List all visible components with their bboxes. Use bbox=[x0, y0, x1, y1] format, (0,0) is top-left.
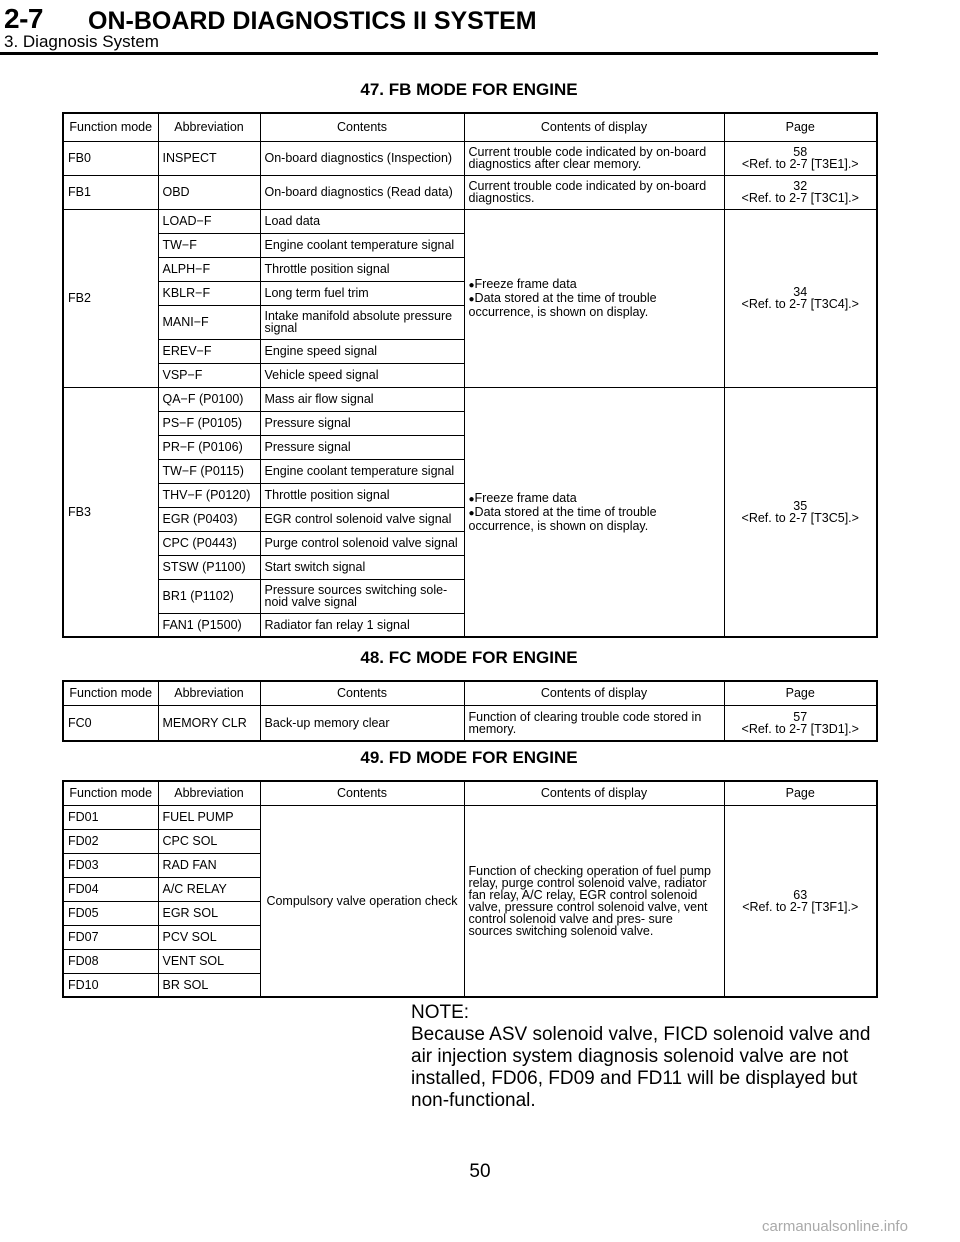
page-subtitle: 3. Diagnosis System bbox=[4, 32, 159, 51]
col-contents-of-display: Contents of display bbox=[464, 113, 724, 141]
contents-cell: On-board diagnostics (Inspection) bbox=[260, 141, 464, 175]
page-cell bbox=[724, 805, 877, 997]
col-function-mode: Function mode bbox=[63, 113, 158, 141]
table-row bbox=[63, 805, 877, 829]
abbr-cell: VSP−F bbox=[158, 363, 260, 387]
page-ref: <Ref. to 2-7 [T3F1].> bbox=[742, 899, 859, 914]
table-row bbox=[63, 705, 877, 741]
page-cell bbox=[724, 209, 877, 387]
page-ref: <Ref. to 2-7 [T3C1].> bbox=[741, 191, 859, 205]
abbr-cell: CPC SOL bbox=[158, 829, 260, 853]
abbr-cell: MANI−F bbox=[158, 305, 260, 339]
col-page: Page bbox=[724, 781, 877, 805]
table-header-row bbox=[63, 113, 877, 141]
abbr-cell: KBLR−F bbox=[158, 281, 260, 305]
page-number-ref: 35 bbox=[793, 498, 808, 513]
contents-cell: Throttle position signal bbox=[260, 483, 464, 507]
watermark: carmanualsonline.info bbox=[762, 1218, 908, 1235]
col-contents: Contents bbox=[260, 781, 464, 805]
mode-cell: FC0 bbox=[63, 705, 158, 741]
contents-cell: Load data bbox=[260, 209, 464, 233]
fc-section-title: 48. FC MODE FOR ENGINE bbox=[360, 648, 578, 667]
abbr-cell: BR SOL bbox=[158, 973, 260, 997]
fb-section-title: 47. FB MODE FOR ENGINE bbox=[360, 80, 578, 99]
display-cell bbox=[464, 387, 724, 637]
page-cell bbox=[724, 705, 877, 741]
display-line: Freeze frame data bbox=[474, 277, 577, 291]
mode-cell: FB3 bbox=[63, 387, 158, 637]
mode-cell: FD10 bbox=[63, 973, 158, 997]
mode-cell: FD03 bbox=[63, 853, 158, 877]
bullet-icon: ● bbox=[468, 507, 475, 519]
abbr-cell: PS−F (P0105) bbox=[158, 411, 260, 435]
abbr-cell: FUEL PUMP bbox=[158, 805, 260, 829]
col-contents: Contents bbox=[260, 681, 464, 705]
col-contents: Contents bbox=[260, 113, 464, 141]
page-ref: <Ref. to 2-7 [T3C4].> bbox=[741, 297, 859, 311]
abbr-cell: PR−F (P0106) bbox=[158, 435, 260, 459]
page-number-ref: 57 bbox=[793, 709, 808, 724]
contents-cell: Engine coolant temperature signal bbox=[260, 459, 464, 483]
col-contents-of-display: Contents of display bbox=[464, 681, 724, 705]
page-cell bbox=[724, 387, 877, 637]
contents-cell: On-board diagnostics (Read data) bbox=[260, 175, 464, 209]
abbr-cell: QA−F (P0100) bbox=[158, 387, 260, 411]
bullet-icon: ● bbox=[468, 294, 475, 305]
abbr-cell: LOAD−F bbox=[158, 209, 260, 233]
fd-mode-table bbox=[62, 780, 878, 998]
table-header-row bbox=[63, 781, 877, 805]
contents-cell: Pressure signal bbox=[260, 435, 464, 459]
page-title: ON-BOARD DIAGNOSTICS II SYSTEM bbox=[88, 7, 537, 35]
abbr-cell: TW−F (P0115) bbox=[158, 459, 260, 483]
abbr-cell: PCV SOL bbox=[158, 925, 260, 949]
mode-cell: FD08 bbox=[63, 949, 158, 973]
display-cell bbox=[464, 209, 724, 387]
mode-cell: FD04 bbox=[63, 877, 158, 901]
col-abbreviation: Abbreviation bbox=[158, 113, 260, 141]
header-rule bbox=[0, 52, 878, 55]
col-contents-of-display: Contents of display bbox=[464, 781, 724, 805]
contents-cell: Throttle position signal bbox=[260, 257, 464, 281]
col-function-mode: Function mode bbox=[63, 681, 158, 705]
contents-cell: Mass air flow signal bbox=[260, 387, 464, 411]
display-cell: Current trouble code indicated by on-board diagnostics. bbox=[464, 175, 724, 209]
col-abbreviation: Abbreviation bbox=[158, 681, 260, 705]
abbr-cell: THV−F (P0120) bbox=[158, 483, 260, 507]
abbr-cell: EREV−F bbox=[158, 339, 260, 363]
abbr-cell: EGR (P0403) bbox=[158, 507, 260, 531]
table-row bbox=[63, 387, 877, 411]
bullet-icon: ● bbox=[468, 493, 475, 505]
abbr-cell: RAD FAN bbox=[158, 853, 260, 877]
col-abbreviation: Abbreviation bbox=[158, 781, 260, 805]
page-ref: <Ref. to 2-7 [T3E1].> bbox=[741, 157, 859, 171]
page-number-ref: 58 bbox=[793, 145, 808, 159]
mode-cell: FD02 bbox=[63, 829, 158, 853]
page-cell bbox=[724, 175, 877, 209]
contents-cell: Purge control solenoid valve signal bbox=[260, 531, 464, 555]
abbr-cell: OBD bbox=[158, 175, 260, 209]
contents-cell: Pressure signal bbox=[260, 411, 464, 435]
display-line: Data stored at the time of trouble occurrence, is shown on display. bbox=[468, 504, 657, 533]
page-number-ref: 34 bbox=[793, 285, 808, 299]
table-header-row bbox=[63, 681, 877, 705]
table-row bbox=[63, 175, 877, 209]
page-number: 50 bbox=[469, 1161, 491, 1182]
note-text: Because ASV solenoid valve, FICD solenoid valve and air injection system diagnosis solenoid valve are not installed, FD06, FD09 and FD11 will be displayed but non-functional. bbox=[411, 1024, 871, 1111]
section-number: 2-7 bbox=[4, 3, 43, 34]
note-label: NOTE: bbox=[411, 1002, 470, 1023]
page-number-ref: 63 bbox=[793, 887, 808, 902]
contents-cell: Back-up memory clear bbox=[260, 705, 464, 741]
contents-cell: Radiator fan relay 1 signal bbox=[260, 613, 464, 637]
col-function-mode: Function mode bbox=[63, 781, 158, 805]
fc-mode-table bbox=[62, 680, 878, 742]
bullet-icon: ● bbox=[468, 280, 475, 291]
page-number-ref: 32 bbox=[793, 179, 808, 193]
abbr-cell: ALPH−F bbox=[158, 257, 260, 281]
abbr-cell: MEMORY CLR bbox=[158, 705, 260, 741]
fb-mode-table bbox=[62, 112, 878, 638]
display-cell: Current trouble code indicated by on-board diagnostics after clear memory. bbox=[464, 141, 724, 175]
page-cell bbox=[724, 141, 877, 175]
col-page: Page bbox=[724, 681, 877, 705]
abbr-cell: CPC (P0443) bbox=[158, 531, 260, 555]
abbr-cell: TW−F bbox=[158, 233, 260, 257]
display-line: Freeze frame data bbox=[474, 490, 577, 505]
display-cell: Function of checking operation of fuel pump relay, purge control solenoid valve, radiator fan relay, A/C relay, EGR control solenoid valve, pressure control solenoid valve, vent control solenoid valve and pres- sure sources switching solenoid valve. bbox=[464, 805, 724, 997]
contents-cell: Intake manifold absolute pressure signal bbox=[260, 305, 464, 339]
abbr-cell: STSW (P1100) bbox=[158, 555, 260, 579]
display-cell: Function of clearing trouble code stored in memory. bbox=[464, 705, 724, 741]
note-block bbox=[411, 1002, 881, 1112]
contents-cell: Long term fuel trim bbox=[260, 281, 464, 305]
mode-cell: FD01 bbox=[63, 805, 158, 829]
mode-cell: FB1 bbox=[63, 175, 158, 209]
page-ref: <Ref. to 2-7 [T3D1].> bbox=[741, 721, 859, 736]
abbr-cell: EGR SOL bbox=[158, 901, 260, 925]
abbr-cell: A/C RELAY bbox=[158, 877, 260, 901]
contents-cell: EGR control solenoid valve signal bbox=[260, 507, 464, 531]
fd-section-title: 49. FD MODE FOR ENGINE bbox=[360, 748, 578, 767]
display-line: Data stored at the time of trouble occurrence, is shown on display. bbox=[468, 291, 657, 319]
contents-cell: Compulsory valve operation check bbox=[260, 805, 464, 997]
abbr-cell: INSPECT bbox=[158, 141, 260, 175]
mode-cell: FD05 bbox=[63, 901, 158, 925]
contents-cell: Vehicle speed signal bbox=[260, 363, 464, 387]
mode-cell: FB2 bbox=[63, 209, 158, 387]
mode-cell: FD07 bbox=[63, 925, 158, 949]
page-ref: <Ref. to 2-7 [T3C5].> bbox=[741, 510, 859, 525]
contents-cell: Pressure sources switching sole- noid valve signal bbox=[260, 579, 464, 613]
contents-cell: Engine coolant temperature signal bbox=[260, 233, 464, 257]
abbr-cell: BR1 (P1102) bbox=[158, 579, 260, 613]
contents-cell: Start switch signal bbox=[260, 555, 464, 579]
col-page: Page bbox=[724, 113, 877, 141]
table-row bbox=[63, 209, 877, 233]
table-row bbox=[63, 141, 877, 175]
abbr-cell: FAN1 (P1500) bbox=[158, 613, 260, 637]
contents-cell: Engine speed signal bbox=[260, 339, 464, 363]
abbr-cell: VENT SOL bbox=[158, 949, 260, 973]
mode-cell: FB0 bbox=[63, 141, 158, 175]
